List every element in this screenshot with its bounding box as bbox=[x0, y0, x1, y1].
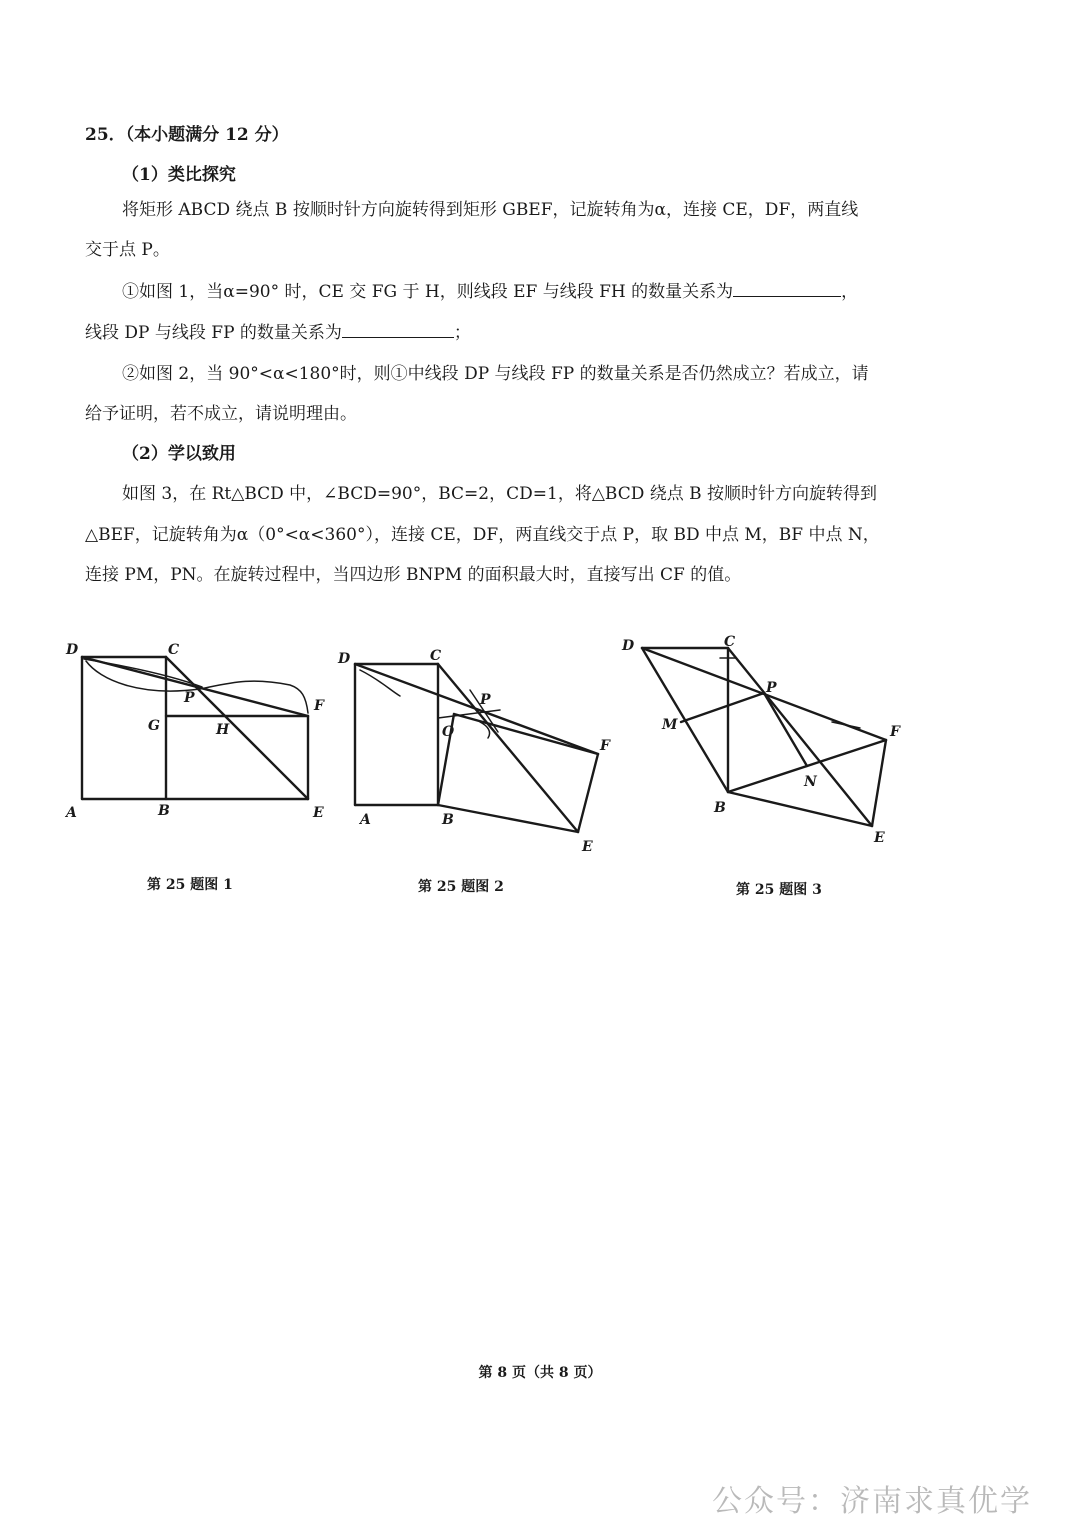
question1-text: ①如图 1，当α=90° 时，CE 交 FG 于 H，则线段 EF 与线段 FH 的数量关系为 bbox=[122, 282, 734, 302]
fig3-segment-fe bbox=[872, 740, 886, 826]
answer-blank-ef-fh[interactable] bbox=[733, 295, 841, 297]
part2-line2: △BEF，记旋转角为α（0°<α<360°），连接 CE，DF，两直线交于点 P，取 BD 中点 M，BF 中点 N， bbox=[85, 525, 880, 545]
figure-3-caption: 第 25 题图 3 bbox=[736, 882, 822, 898]
part2-title: （2）学以致用 bbox=[122, 444, 236, 464]
fig3-label-n: N bbox=[804, 774, 817, 790]
part1-text-line2: 交于点 P。 bbox=[85, 240, 170, 260]
fig2-segment-gf bbox=[454, 714, 598, 754]
fig2-label-o: O bbox=[442, 724, 455, 740]
fig2-label-a: A bbox=[360, 812, 371, 828]
fig2-segment-ce bbox=[438, 664, 578, 832]
question1-line2 bbox=[85, 325, 471, 342]
fig3-segment-be bbox=[728, 792, 872, 826]
fig3-label-b: B bbox=[714, 800, 726, 816]
question2-line1: ②如图 2，当 90°<α<180°时，则①中线段 DP 与线段 FP 的数量关系是否仍然成立？若成立，请 bbox=[122, 364, 869, 384]
fig2-label-c: C bbox=[430, 648, 442, 664]
fig2-segment-fe bbox=[578, 754, 598, 832]
fig3-segment-ce bbox=[728, 648, 872, 826]
fig3-segment-pm bbox=[681, 693, 764, 722]
fig2-label-e: E bbox=[582, 839, 593, 855]
figure-2 bbox=[330, 640, 620, 860]
fig1-segment-df bbox=[82, 657, 308, 716]
problem-number: 25．（本小题满分 12 分） bbox=[85, 125, 289, 145]
fig2-label-f: F bbox=[600, 738, 610, 754]
figure-1-caption: 第 25 题图 1 bbox=[147, 877, 233, 893]
figure-2-caption: 第 25 题图 2 bbox=[418, 879, 504, 895]
fig1-label-f: F bbox=[314, 698, 324, 714]
fig3-label-m: M bbox=[662, 717, 678, 733]
question1-line1 bbox=[122, 284, 858, 301]
part2-line3: 连接 PM，PN。在旋转过程中，当四边形 BNPM 的面积最大时，直接写出 CF 的值。 bbox=[85, 565, 742, 585]
fig3-label-e: E bbox=[874, 830, 885, 846]
fig1-label-e: E bbox=[313, 805, 324, 821]
fig3-label-f: F bbox=[890, 724, 900, 740]
question2-line2: 给予证明，若不成立，请说明理由。 bbox=[85, 404, 357, 424]
part1-text-line1: 将矩形 ABCD 绕点 B 按顺时针方向旋转得到矩形 GBEF，记旋转角为α，连接 CE，DF，两直线 bbox=[122, 200, 859, 220]
watermark: 公众号：济南求真优学 bbox=[712, 1484, 1032, 1519]
fig3-label-p: P bbox=[766, 680, 777, 696]
part1-title: （1）类比探究 bbox=[122, 165, 236, 185]
question1-punct: ， bbox=[841, 282, 859, 302]
question1b-punct: ； bbox=[453, 323, 471, 343]
part2-line1: 如图 3，在 Rt△BCD 中，∠BCD=90°，BC=2，CD=1，将△BCD 绕点 B 按顺时针方向旋转得到 bbox=[122, 484, 878, 504]
fig1-label-g: G bbox=[148, 718, 160, 734]
fig1-label-p: P bbox=[184, 690, 195, 706]
fig3-segment-pn bbox=[764, 693, 807, 766]
page-footer: 第 8 页（共 8 页） bbox=[478, 1365, 602, 1381]
fig1-label-b: B bbox=[158, 803, 170, 819]
figure-1 bbox=[60, 635, 340, 825]
fig3-aux-mark bbox=[832, 722, 860, 728]
fig1-label-c: C bbox=[168, 642, 180, 658]
fig1-label-h: H bbox=[216, 722, 230, 738]
fig3-label-d: D bbox=[622, 638, 635, 654]
fig1-label-d: D bbox=[66, 642, 79, 658]
fig2-label-d: D bbox=[338, 651, 351, 667]
figure-3 bbox=[610, 630, 910, 850]
fig2-label-p: P bbox=[480, 692, 491, 708]
fig2-segment-df bbox=[355, 664, 598, 754]
fig2-label-b: B bbox=[442, 812, 454, 828]
fig1-segment-ce bbox=[166, 657, 308, 799]
question1b-text: 线段 DP 与线段 FP 的数量关系为 bbox=[85, 323, 342, 343]
answer-blank-dp-fp[interactable] bbox=[342, 336, 454, 338]
fig2-segment-be bbox=[438, 805, 578, 832]
fig1-label-a: A bbox=[66, 805, 77, 821]
fig3-label-c: C bbox=[724, 634, 736, 650]
